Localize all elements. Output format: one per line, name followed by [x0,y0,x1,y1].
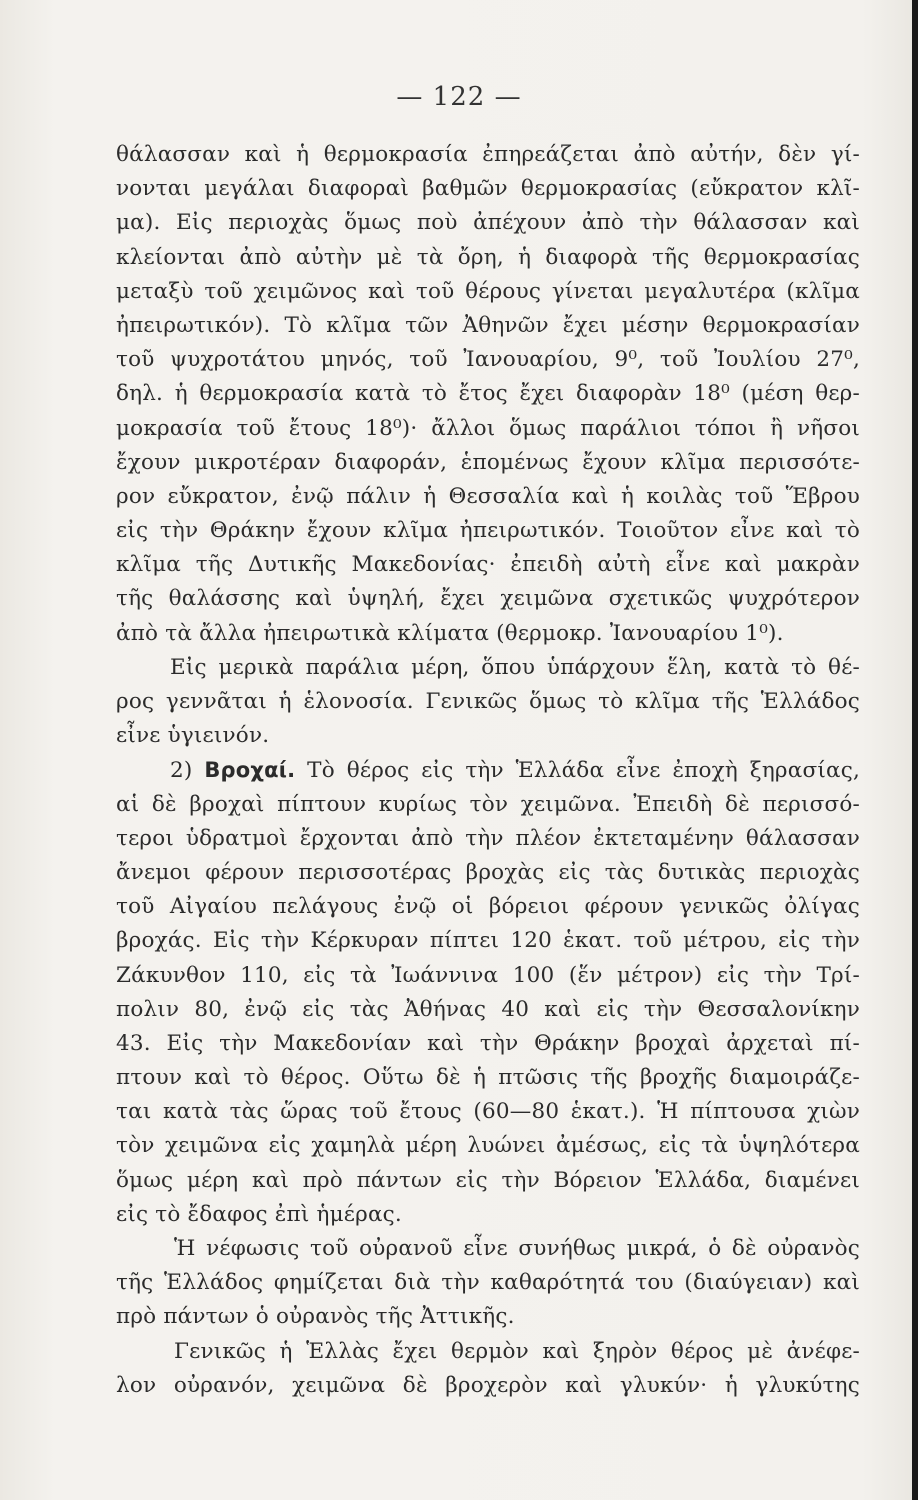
text-line: ἔχουν μικροτέραν διαφοράν, ἑπομένως ἔχουν κλῖμα περισσότε- [116,449,860,475]
text-line: ὅμως μέρη καὶ πρὸ πάντων εἰς τὴν Βόρειον Ἑλλάδα, διαμένει [116,1167,860,1193]
text-line: τῆς θαλάσσης καὶ ὑψηλή, ἔχει χειμῶνα σχετικῶς ψυχρότερον [116,586,860,612]
body-text [116,138,860,1403]
text-line: ἀπὸ τὰ ἄλλα ἠπειρωτικὰ κλίματα (θερμοκρ. Ἰανουαρίου 1⁰). [116,620,784,646]
page-edge-shadow [912,0,918,1500]
text-line: Γενικῶς ἡ Ἑλλὰς ἔχει θερμὸν καὶ ξηρὸν θέρος μὲ ἀνέφε- [174,1338,860,1364]
text-line: ἄνεμοι φέρουν περισσοτέρας βροχὰς εἰς τὰς δυτικὰς περιοχὰς [116,859,860,885]
text-line: βροχάς. Εἰς τὴν Κέρκυραν πίπτει 120 ἑκατ. τοῦ μέτρου, εἰς τὴν [116,928,860,954]
section-heading-text: Τὸ θέρος εἰς τὴν Ἑλλάδα εἶνε ἐποχὴ ξηρασίας, [295,758,860,784]
text-line: τοῦ Αἰγαίου πελάγους ἐνῷ οἱ βόρειοι φέρουν γενικῶς ὀλίγας [116,894,860,920]
section-heading-line [116,753,860,787]
text-line: τοῦ ψυχροτάτου μηνός, τοῦ Ἰανουαρίου, 9⁰, τοῦ Ἰουλίου 27⁰, [116,347,860,373]
text-line: μα). Εἰς περιοχὰς ὅμως ποὺ ἀπέχουν ἀπὸ τὴν θάλασσαν καὶ [116,210,860,236]
text-line: εἰς τὴν Θράκην ἔχουν κλῖμα ἠπειρωτικόν. Τοιοῦτον εἶνε καὶ τὸ [116,518,860,544]
text-line: αἱ δὲ βροχαὶ πίπτουν κυρίως τὸν χειμῶνα. Ἐπειδὴ δὲ περισσό- [116,791,860,817]
text-line: ται κατὰ τὰς ὥρας τοῦ ἔτους (60—80 ἑκατ.). Ἡ πίπτουσα χιὼν [116,1099,860,1125]
text-line: κλῖμα τῆς Δυτικῆς Μακεδονίας· ἐπειδὴ αὐτὴ εἶνε καὶ μακρὰν [116,552,860,578]
text-line: πολιν 80, ἐνῷ εἰς τὰς Ἀθήνας 40 καὶ εἰς τὴν Θεσσαλονίκην [116,996,860,1022]
text-line: τὸν χειμῶνα εἰς χαμηλὰ μέρη λυώνει ἀμέσως, εἰς τὰ ὑψηλότερα [116,1133,860,1159]
text-line: θάλασσαν καὶ ἡ θερμοκρασία ἐπηρεάζεται ἀπὸ αὐτήν, δὲν γί- [116,142,860,167]
text-line: Ζάκυνθον 110, εἰς τὰ Ἰωάννινα 100 (ἕν μέτρον) εἰς τὴν Τρί- [116,962,860,988]
text-line: ἠπειρωτικόν). Τὸ κλῖμα τῶν Ἀθηνῶν ἔχει μέσην θερμοκρασίαν [116,312,860,338]
text-line: τεροι ὑδρατμοὶ ἔρχονται ἀπὸ τὴν πλέον ἐκτεταμένην θάλασσαν [116,825,860,851]
text-line: 43. Εἰς τὴν Μακεδονίαν καὶ τὴν Θράκην βροχαὶ ἀρχεταὶ πί- [116,1030,860,1056]
text-line: τῆς Ἑλλάδος φημίζεται διὰ τὴν καθαρότητά του (διαύγειαν) καὶ [116,1270,860,1296]
text-line: δηλ. ἡ θερμοκρασία κατὰ τὸ ἔτος ἔχει διαφορὰν 18⁰ (μέση θερ- [116,381,860,407]
text-line: Ἡ νέφωσις τοῦ οὐρανοῦ εἶνε συνήθως μικρά, ὁ δὲ οὐρανὸς [174,1236,860,1261]
text-line: πτουν καὶ τὸ θέρος. Οὕτω δὲ ἡ πτῶσις τῆς βροχῆς διαμοιράζε- [116,1065,860,1091]
text-line: λον οὐρανόν, χειμῶνα δὲ βροχερὸν καὶ γλυκύν· ἡ γλυκύτης [116,1372,860,1398]
text-line: εἶνε ὑγιεινόν. [116,723,270,749]
text-line: νονται μεγάλαι διαφοραὶ βαθμῶν θερμοκρασίας (εὔκρατον κλῖ- [116,176,860,202]
page-number: — 122 — [396,82,522,112]
text-line: μοκρασία τοῦ ἔτους 18⁰)· ἄλλοι ὅμως παράλιοι τόποι ἢ νῆσοι [116,415,860,441]
text-line: εἰς τὸ ἔδαφος ἐπὶ ἡμέρας. [116,1201,402,1227]
text-line: κλείονται ἀπὸ αὐτὴν μὲ τὰ ὄρη, ἡ διαφορὰ τῆς θερμοκρασίας [116,244,860,270]
text-line: ρον εὔκρατον, ἐνῷ πάλιν ἡ Θεσσαλία καὶ ἡ κοιλὰς τοῦ Ἕβρου [116,483,860,509]
section-number: 2) [170,758,205,784]
text-line: ρος γεννᾶται ἡ ἑλονοσία. Γενικῶς ὅμως τὸ κλῖμα τῆς Ἑλλάδος [116,689,860,714]
section-title-rain: Βροχαί. [204,758,296,783]
text-line: μεταξὺ τοῦ χειμῶνος καὶ τοῦ θέρους γίνεται μεγαλυτέρα (κλῖμα [116,278,860,304]
text-line: πρὸ πάντων ὁ οὐρανὸς τῆς Ἀττικῆς. [116,1304,515,1330]
text-line: Εἰς μερικὰ παράλια μέρη, ὅπου ὑπάρχουν ἕλη, κατὰ τὸ θέ- [170,654,860,680]
